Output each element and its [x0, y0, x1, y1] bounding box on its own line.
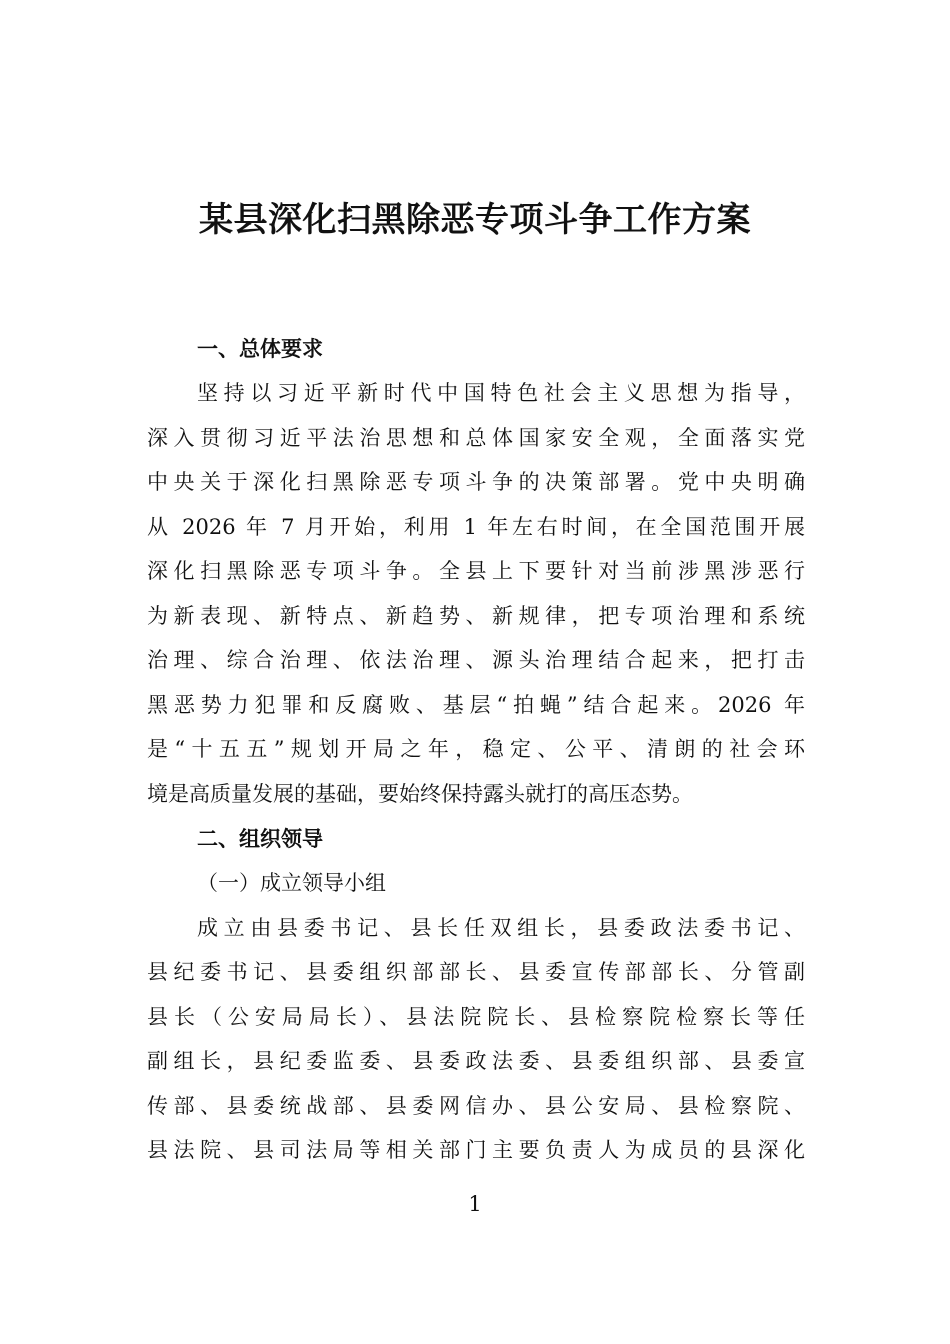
paragraph-line: 县法院、县司法局等相关部门主要负责人为成员的县深化	[147, 1138, 805, 1162]
paragraph-line: 成立由县委书记、县长任双组长，县委政法委书记、	[197, 916, 805, 940]
paragraph-line: 副组长，县纪委监委、县委政法委、县委组织部、县委宣	[147, 1049, 805, 1073]
paragraph-line: 境是高质量发展的基础，要始终保持露头就打的高压态势。	[147, 782, 693, 806]
paragraph-line: 坚持以习近平新时代中国特色社会主义思想为指导，	[197, 381, 805, 405]
paragraph-line: 从 2026 年 7 月开始，利用 1 年左右时间，在全国范围开展	[147, 515, 805, 539]
paragraph-line: 深化扫黑除恶专项斗争。全县上下要针对当前涉黑涉恶行	[147, 559, 805, 583]
section-heading-overall-requirements: 一、总体要求	[197, 337, 323, 361]
paragraph-line: 传部、县委统战部、县委网信办、县公安局、县检察院、	[147, 1094, 805, 1118]
section-heading-organization-leadership: 二、组织领导	[197, 827, 323, 851]
page-number: 1	[468, 1192, 482, 1216]
document-title: 某县深化扫黑除恶专项斗争工作方案	[199, 200, 751, 240]
paragraph-line: 中央关于深化扫黑除恶专项斗争的决策部署。党中央明确	[147, 470, 805, 494]
paragraph-line: 治理、综合治理、依法治理、源头治理结合起来，把打击	[147, 648, 805, 672]
subsection-heading-leading-group: （一）成立领导小组	[197, 871, 386, 895]
paragraph-line: 为新表现、新特点、新趋势、新规律，把专项治理和系统	[147, 604, 805, 628]
paragraph-line: 黑恶势力犯罪和反腐败、基层“拍蝇”结合起来。2026 年	[147, 693, 805, 717]
paragraph-line: 深入贯彻习近平法治思想和总体国家安全观，全面落实党	[147, 426, 805, 450]
paragraph-line: 县纪委书记、县委组织部部长、县委宣传部部长、分管副	[147, 960, 805, 984]
paragraph-line: 县长（公安局局长）、县法院院长、县检察院检察长等任	[147, 1005, 805, 1029]
paragraph-line: 是“十五五”规划开局之年，稳定、公平、清朗的社会环	[147, 737, 805, 761]
